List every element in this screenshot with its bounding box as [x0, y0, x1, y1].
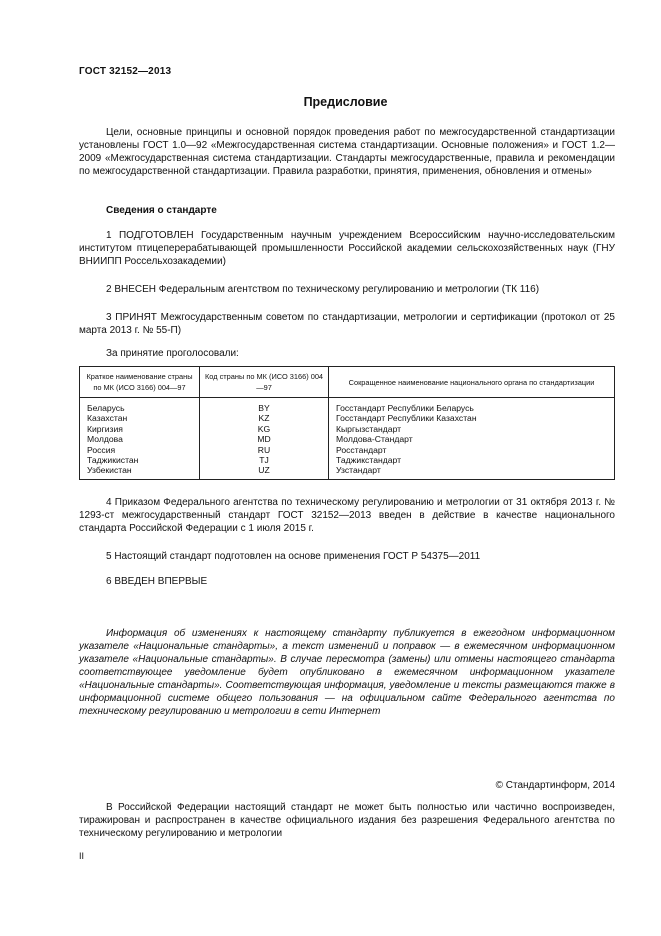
item-2-paragraph: 2 ВНЕСЕН Федеральным агентством по техническому регулированию и метрологии (ТК 116) [106, 284, 540, 295]
cell-code: KG [200, 424, 329, 434]
document-code: ГОСТ 32152—2013 [79, 66, 172, 77]
info-section-title: Сведения о стандарте [106, 205, 217, 216]
table-row [80, 424, 615, 434]
item-5-paragraph: 5 Настоящий стандарт подготовлен на основе применения ГОСТ Р 54375—2011 [106, 551, 481, 562]
header-country-code: Код страны по МК (ИСО 3166) 004—97 [200, 367, 329, 398]
cell-country: Киргизия [80, 424, 200, 434]
voted-title: За принятие проголосовали: [106, 348, 239, 359]
cell-country: Таджикистан [80, 455, 200, 465]
header-standards-body: Сокращенное наименование национального органа по стандартизации [329, 367, 615, 398]
cell-code: BY [200, 398, 329, 414]
copyright-notice: © Стандартинформ, 2014 [495, 780, 615, 791]
cell-org: Росстандарт [329, 445, 615, 455]
table-row [80, 455, 615, 465]
table-row [80, 465, 615, 479]
cell-country: Узбекистан [80, 465, 200, 479]
intro-paragraph: Цели, основные принципы и основной порядок проведения работ по межгосударственной стандартизации установлены ГОСТ 1.0—92 «Межгосударственная система стандартизации. Основные положения» и ГОСТ 1.2—2009 «Межгосударственная система стандартизации. Стандарты межгосударственные, правила и рекомендации по межгосударственной стандартизации. Правила разработки, принятия, применения, обновления и отмены» [79, 127, 615, 177]
changes-info-paragraph: Информация об изменениях к настоящему стандарту публикуется в ежегодном информационном указателе «Национальные стандарты», а текст изменений и поправок — в ежемесячном информационном указателе «Национальные стандарты». В случае пересмотра (замены) или отмены настоящего стандарта соответствующее уведомление будет опубликовано в ежемесячном информационном указателе «Национальные стандарты». Соответствующая информация, уведомление и тексты размещаются также в информационной системе общего пользования — на официальном сайте Федерального агентства по техническому регулированию и метрологии в сети Интернет [79, 628, 615, 717]
cell-code: KZ [200, 413, 329, 423]
cell-code: UZ [200, 465, 329, 479]
legal-notice-paragraph: В Российской Федерации настоящий стандарт не может быть полностью или частично воспроизведен, тиражирован и распространен в качестве официального издания без разрешения Федерального агентства по техническому регулированию и метрологии [79, 802, 615, 839]
cell-country: Казахстан [80, 413, 200, 423]
cell-org: Таджикстандарт [329, 455, 615, 465]
cell-country: Молдова [80, 434, 200, 444]
item-4-paragraph: 4 Приказом Федерального агентства по техническому регулированию и метрологии от 31 октября 2013 г. № 1293-ст межгосударственный стандарт ГОСТ 32152—2013 введен в действие в качестве национального стандарта Российской Федерации с 1 июля 2015 г. [79, 497, 615, 534]
item-3-paragraph: 3 ПРИНЯТ Межгосударственным советом по стандартизации, метрологии и сертификации (протокол от 25 марта 2013 г. № 55-П) [79, 312, 615, 336]
cell-org: Госстандарт Республики Казахстан [329, 413, 615, 423]
page-number: II [79, 851, 85, 861]
table-row [80, 434, 615, 444]
header-country-name: Краткое наименование страны по МК (ИСО 3166) 004—97 [80, 367, 200, 398]
cell-org: Госстандарт Республики Беларусь [329, 398, 615, 414]
cell-org: Узстандарт [329, 465, 615, 479]
voting-states-table [79, 366, 615, 480]
cell-code: RU [200, 445, 329, 455]
cell-org: Кыргызстандарт [329, 424, 615, 434]
table-row [80, 445, 615, 455]
page-title: Предисловие [303, 95, 388, 109]
item-1-paragraph: 1 ПОДГОТОВЛЕН Государственным научным учреждением Всероссийским научно-исследовательским институтом птицеперерабатывающей промышленности Российской академии сельскохозяйственных наук (ГНУ ВНИИПП Россельхозакадемии) [79, 230, 615, 267]
table-row [80, 413, 615, 423]
item-6-paragraph: 6 ВВЕДЕН ВПЕРВЫЕ [106, 576, 208, 587]
table-row [80, 398, 615, 414]
table-header-row [80, 367, 615, 398]
cell-code: MD [200, 434, 329, 444]
cell-org: Молдова-Стандарт [329, 434, 615, 444]
cell-country: Россия [80, 445, 200, 455]
cell-country: Беларусь [80, 398, 200, 414]
cell-code: TJ [200, 455, 329, 465]
